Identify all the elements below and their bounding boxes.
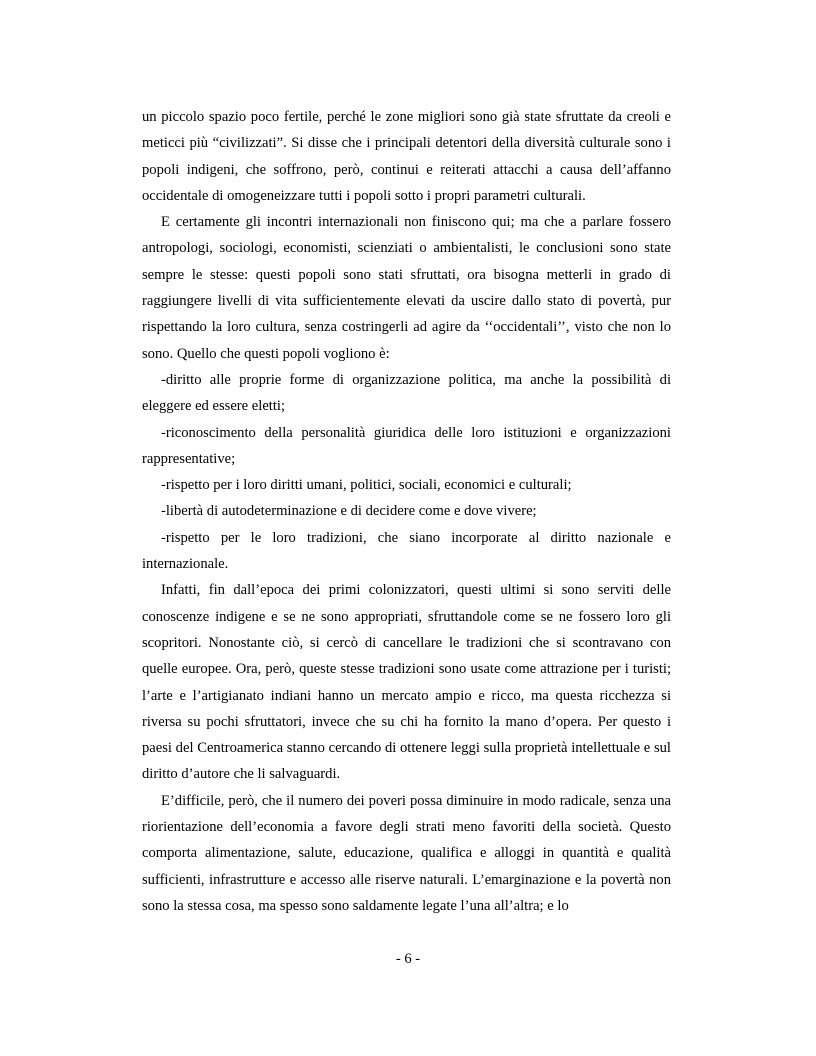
paragraph-colonizers: Infatti, fin dall’epoca dei primi colonizzatori, questi ultimi si sono serviti delle conoscenze indigene e se ne sono appropriati, sfruttandole come se ne fossero loro gli scopritori. Nonostante ciò, si cercò di cancellare le tradizioni che si scontravano con quelle europee. Ora, però, queste stesse tradizioni sono usate come attrazione per i turisti; l’arte e l’artigianato indiani hanno un mercato ampio e ricco, ma questa ricchezza si riversa su pochi sfruttatori, invece che su chi ha fornito la mano d’opera. Per questo i paesi del Centroamerica stanno cercando di ottenere leggi sulla proprietà intellettuale e sul diritto d’autore che li salvaguardi. xyxy=(142,582,671,783)
page-number: - 6 - xyxy=(395,951,421,967)
paragraph-poverty: E’difficile, però, che il numero dei poveri possa diminuire in modo radicale, senza una riorientazione dell’economia a favore degli strati meno favoriti della società. Questo comporta alimentazione, salute, educazione, qualifica e alloggi in quantità e qualità sufficienti, infrastrutture e accesso alle riserve naturali. L’emarginazione e la povertà non sono la stessa cosa, ma spesso sono saldamente legate l’una all’altra; e lo xyxy=(142,792,671,914)
list-item-legal-personality: -riconoscimento della personalità giuridica delle loro istituzioni e organizzazioni rappresentative; xyxy=(142,424,671,467)
paragraph-continuation: un piccolo spazio poco fertile, perché le zone migliori sono già state sfruttate da creoli e meticci più “civilizzati”. Si disse che i principali detentori della diversità culturale sono i popoli indigeni, che soffrono, però, continui e reiterati attacchi a causa dell’affanno occidentale di omogeneizzare tutti i popoli sotto i propri parametri culturali. xyxy=(142,109,671,204)
list-item-self-determination: -libertà di autodeterminazione e di decidere come e dove vivere; xyxy=(161,503,537,520)
paragraph-conclusions: E certamente gli incontri internazionali non finiscono qui; ma che a parlare fossero antropologi, sociologi, economisti, scienziati o ambientalisti, le conclusioni sono state sempre le stesse: questi popoli sono stati sfruttati, ora bisogna metterli in grado di raggiungere livelli di vita sufficientemente elevati da uscire dallo stato di povertà, pur rispettando la loro cultura, senza costringerli ad agire da ‘‘occidentali’’, visto che non lo sono. Quello che questi popoli vogliono è: xyxy=(142,214,671,362)
page-body xyxy=(142,104,671,919)
list-item-political-organization: -diritto alle proprie forme di organizzazione politica, ma anche la possibilità di eleggere ed essere eletti; xyxy=(142,371,671,415)
list-item-traditions: -rispetto per le loro tradizioni, che siano incorporate al diritto nazionale e internazionale. xyxy=(142,529,671,573)
list-item-human-rights: -rispetto per i loro diritti umani, politici, sociali, economici e culturali; xyxy=(161,477,572,494)
